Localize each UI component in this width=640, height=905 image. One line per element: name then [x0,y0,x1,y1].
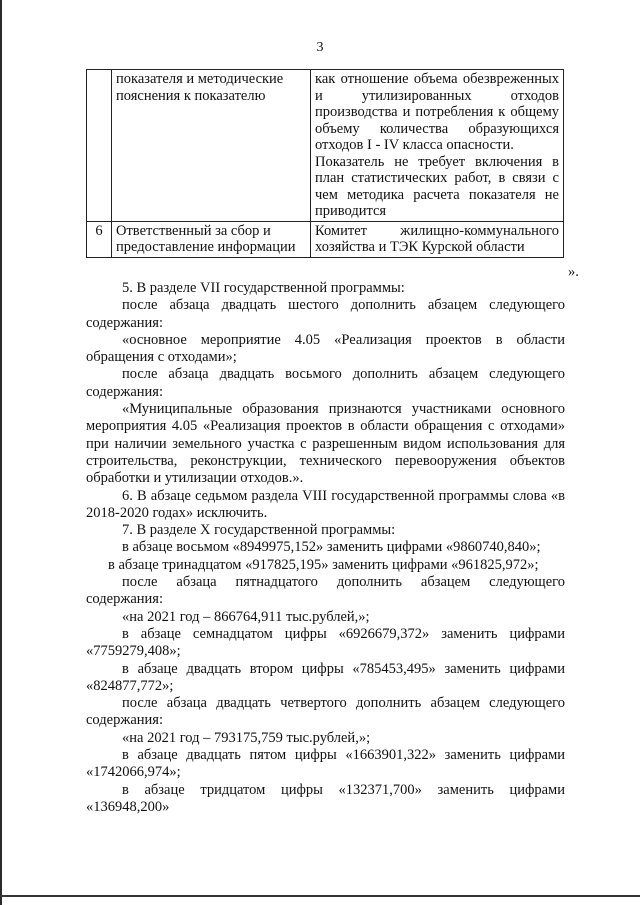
row-name-cell: Ответственный за сбор и предоставление информации [112,221,311,257]
row-value-cell [311,70,564,222]
value-paragraph: Показатель не требует включения в план статистических работ, в связи с чем методика расчета показателя не приводится [315,153,559,219]
paragraph: в абзаце двадцать пятом цифры «1663901,322» заменить цифрами «1742066,974»; [86,747,565,781]
paragraph: «на 2021 год – 866764,911 тыс.рублей,»; [122,608,370,625]
table-row [87,70,564,222]
amendments-text [86,280,565,816]
page-number: 3 [316,40,324,55]
paragraph: 5. В разделе VII государственной программы: [122,280,405,296]
row-value-cell: Комитет жилищно-коммунального хозяйства и ТЭК Курской области [311,221,564,257]
paragraph: 7. В разделе X государственной программы: [122,522,396,539]
scan-left-edge [0,0,2,905]
paragraph: в абзаце тридцатом цифры «132371,700» заменить цифрами «136948,200» [86,781,565,815]
paragraph: после абзаца пятнадцатого дополнить абзацем следующего содержания: [86,574,565,608]
value-paragraph: как отношение объема обезвреженных и утилизированных отходов производства и потребления к общему объему количества образующихся отходов I - IV класса опасности. [315,71,559,153]
row-name-cell: показателя и методические пояснения к показателю [112,70,311,222]
paragraph: после абзаца двадцать четвертого дополнить абзацем следующего содержания: [86,695,565,729]
closing-quote-mark: ». [568,264,579,280]
paragraph: «на 2021 год – 793175,759 тыс.рублей,»; [122,729,371,746]
paragraph: после абзаца двадцать восьмого дополнить абзацем следующего содержания: [86,366,565,400]
row-number-cell: 6 [87,221,112,257]
paragraph: в абзаце тринадцатом «917825,195» заменить цифрами «961825,972»; [108,556,539,573]
table-row [87,221,564,257]
paragraph: в абзаце двадцать втором цифры «785453,495» заменить цифрами «824877,772»; [86,660,565,694]
paragraph: в абзаце восьмом «8949975,152» заменить цифрами «9860740,840»; [122,539,541,556]
paragraph: в абзаце семнадцатом цифры «6926679,372» заменить цифрами «7759279,408»; [86,625,565,660]
paragraph: после абзаца двадцать шестого дополнить абзацем следующего содержания: [86,297,565,331]
paragraph: 6. В абзаце седьмом раздела VIII государственной программы слова «в 2018-2020 годах» исключить. [86,487,565,521]
scan-bottom-edge [0,895,640,897]
paragraph: «основное мероприятие 4.05 «Реализация проектов в области обращения с отходами»; [86,331,565,366]
paragraph: «Муниципальные образования признаются участниками основного мероприятия 4.05 «Реализация проектов в области обращения с отходами» при наличии земельного участка с разрешенным видом использования для строительства, реконструкции, технического перевооружения объектов обработки и утилизации отходов.». [86,401,565,487]
row-number-cell [87,70,112,222]
indicator-table [86,69,564,258]
